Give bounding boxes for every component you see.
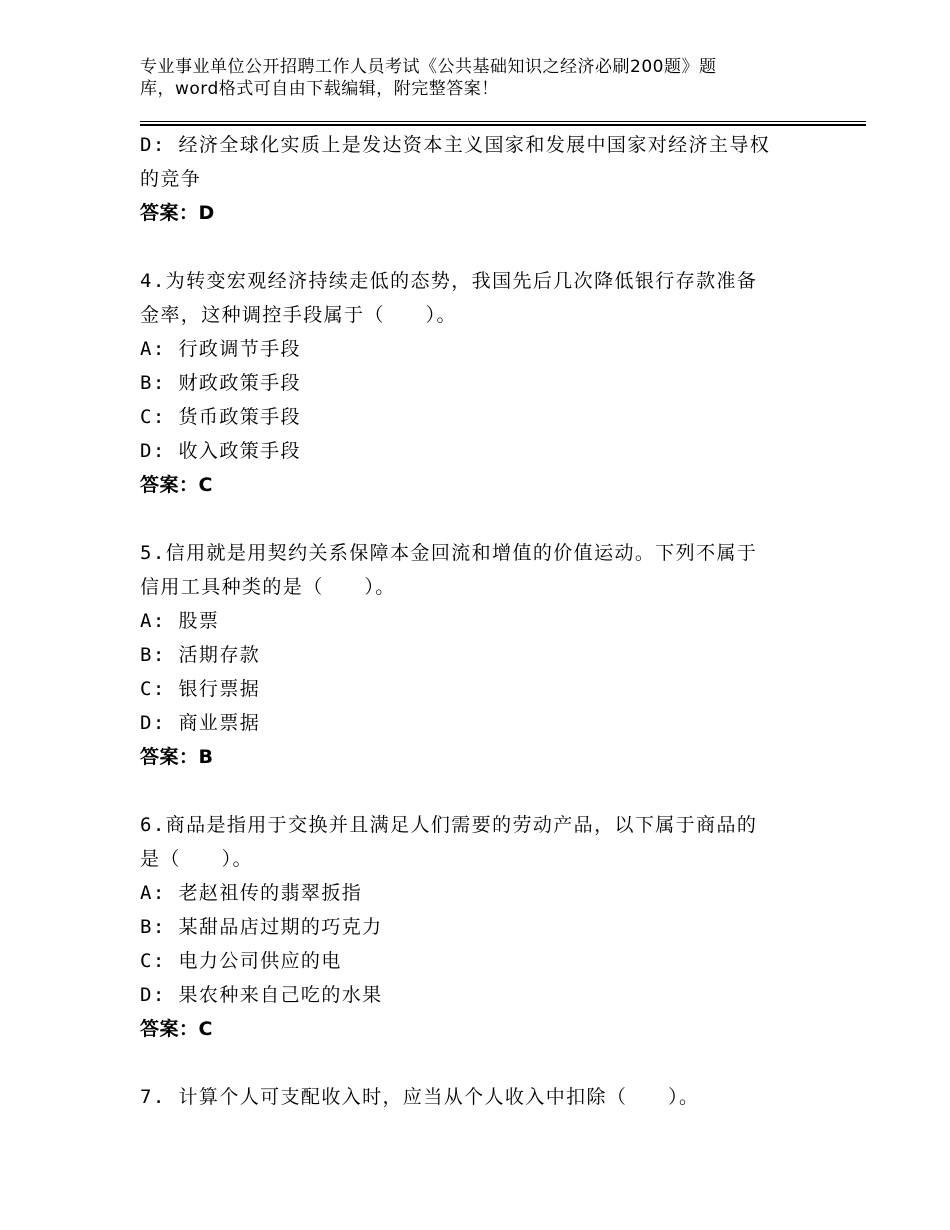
- header-line-1: 专业事业单位公开招聘工作人员考试《公共基础知识之经济必刷200题》题: [140, 57, 717, 77]
- option-d: D: 收入政策手段: [140, 440, 301, 462]
- question-3-tail: [140, 128, 840, 230]
- answer-label: 答案：C: [140, 474, 213, 496]
- document-body: [140, 128, 840, 1114]
- option-c: C: 银行票据: [140, 678, 261, 700]
- question-stem-continued: 是（ ）。: [140, 848, 253, 870]
- answer-label: 答案：C: [140, 1018, 213, 1040]
- question-7: [140, 1080, 840, 1114]
- option-b: B: 财政政策手段: [140, 372, 301, 394]
- header-divider-thick: [140, 124, 866, 126]
- option-b: B: 活期存款: [140, 644, 261, 666]
- question-6: [140, 808, 840, 1046]
- option-a: A: 股票: [140, 610, 220, 632]
- answer-label: 答案：B: [140, 746, 214, 768]
- header-divider-thin: [140, 121, 866, 122]
- answer-label: 答案：D: [140, 202, 215, 224]
- question-stem-continued: 信用工具种类的是（ ）。: [140, 576, 396, 598]
- option-a: A: 老赵祖传的翡翠扳指: [140, 882, 363, 904]
- document-header: [140, 56, 780, 100]
- option-d: D: 经济全球化实质上是发达资本主义国家和发展中国家对经济主导权: [140, 134, 771, 156]
- option-d: D: 商业票据: [140, 712, 261, 734]
- question-stem: 7. 计算个人可支配收入时，应当从个人收入中扣除（ ）。: [140, 1086, 700, 1108]
- option-d-continued: 的竞争: [140, 168, 202, 190]
- option-c: C: 货币政策手段: [140, 406, 301, 428]
- question-stem: 4.为转变宏观经济持续走低的态势，我国先后几次降低银行存款准备: [140, 270, 758, 292]
- question-stem: 5.信用就是用契约关系保障本金回流和增值的价值运动。下列不属于: [140, 542, 758, 564]
- option-c: C: 电力公司供应的电: [140, 950, 342, 972]
- question-stem-continued: 金率，这种调控手段属于（ ）。: [140, 304, 457, 326]
- option-b: B: 某甜品店过期的巧克力: [140, 916, 383, 938]
- option-d: D: 果农种来自己吃的水果: [140, 984, 383, 1006]
- question-4: [140, 264, 840, 502]
- header-line-2: 库，word格式可自由下载编辑，附完整答案！: [140, 79, 499, 99]
- question-stem: 6.商品是指用于交换并且满足人们需要的劳动产品，以下属于商品的: [140, 814, 758, 836]
- option-a: A: 行政调节手段: [140, 338, 301, 360]
- question-5: [140, 536, 840, 774]
